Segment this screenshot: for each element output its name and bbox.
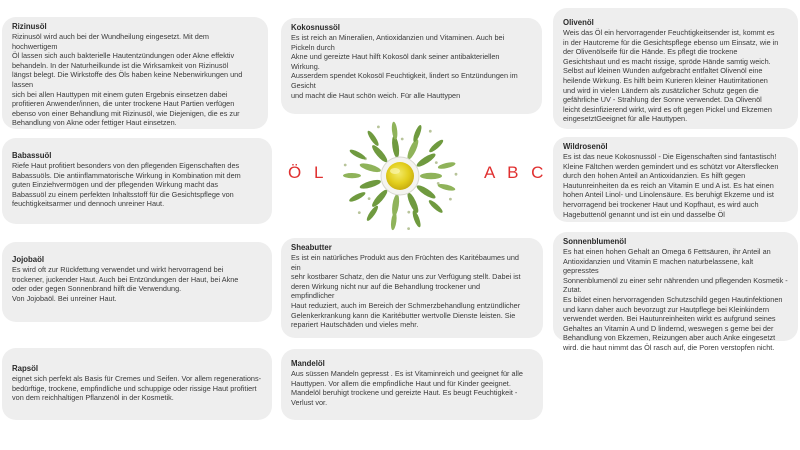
seed-dot <box>401 138 404 141</box>
card-text: Es wird oft zur Rückfettung verwendet und wirkt hervorragend bei trockener, juckender Haut. Auch bei Entzündungen der Haut, bei Akne oder oder gegen Sonnenbrand hilft die Verwendung. Von Jojobaöl. Bei unreiner Haut. <box>12 265 239 303</box>
olive-leaf <box>437 183 456 192</box>
olive-leaf <box>359 162 382 174</box>
seed-dot <box>455 173 458 176</box>
seed-dot <box>358 211 361 214</box>
card-wildrosenoel <box>553 137 798 222</box>
olive-leaf <box>428 138 445 154</box>
card-rizinusoel <box>2 17 268 129</box>
seed-dot <box>449 198 452 201</box>
olive-leaf <box>390 212 397 231</box>
card-title: Wildrosenöl <box>563 142 608 151</box>
olive-leaf <box>370 143 389 164</box>
card-title: Sonnenblumenöl <box>563 237 627 246</box>
card-text: Riefe Haut profitiert besonders von den pflegenden Eigenschaften des Babassuöls. Die antiinflammatorische Wirkung in Kombination mit dem guten Einziehvermögen und der pflegenden Wirkung macht das Babassuöl zu einem perfekten Inhaltsstoff für die Gesichtspflege von feuchtigkeitsarmer und dennoch unreiner Haut. <box>12 161 241 209</box>
olive-leaf <box>405 138 420 161</box>
seed-dot <box>429 130 432 133</box>
seed-dot <box>407 211 410 214</box>
seed-dot <box>407 227 410 230</box>
card-title: Rapsöl <box>12 364 38 373</box>
card-mandeloel <box>281 349 543 420</box>
card-text: Weis das Öl ein hervorragender Feuchtigkeitsender ist, kommt es in der Hautcreme für die Gesichtspflege ebenso um Einsatz, wie in der Olivenölseife für die Hände. Es pflegt die trockene Gesichtshaut und es macht rissige, spröde Hände samtig weich. Selbst auf kleinen Wunden aufgebracht entfaltet Olivenöl eine heilende Wirkung. Es hilft beim Kurieren kleiner Hautirritationen und wird in vielen Ländern als zusätzlicher Schutz gegen die gefährliche UV - Strahlung der Sonne verwendet. Da Olivenöl leicht desinfizierend wirkt, wird es oft gegen Pickel und Ekzemen eingesetztGeeignet für alle Hauttypen. <box>563 28 779 124</box>
olive-leaf <box>415 183 437 200</box>
card-sonnenblumenoel <box>553 232 798 352</box>
olive-leaf <box>405 191 420 214</box>
card-title: Rizinusöl <box>12 22 47 31</box>
card-text: Es ist ein natürliches Produkt aus den Früchten des Karitébaumes und ein sehr kostbarer Schatz, den die Natur uns zur Verfügung stellt. Dabei ist deren Wirkung nicht nur auf die Behandlung trockener und empfindlicher Haut reduziert, auch im Bereich der Schmerzbehandlung entzündlicher Gelenkerkrankung kann die Karitébutter wertvolle Dienste leisten. Sie repariert Hautschäden und vieles mehr. <box>291 253 521 330</box>
card-text: Es ist das neue Kokosnussöl - Die Eigenschaften sind fantastisch! Kleine Fältchen werden gemindert und es schützt vor Altersflecken durch den hohen Anteil an Antioxidanzien. Es hilft gegen Hautunreinheiten da es reich an Vitamin E und A ist. Es hat einen hohen Anteil Linol- und Linolensäure. Es beruhigt Ekzeme und ist hervorragend bei trockener Haut und Kopfhaut, es wird auch Hagebuttenöl genannt und ist ein und dasselbe Öl <box>563 152 779 219</box>
abc-label: A B C <box>484 163 548 182</box>
olive-leaf <box>427 199 444 215</box>
card-title: Sheabutter <box>291 243 332 252</box>
seed-dot <box>435 161 438 164</box>
olive-leaf <box>370 188 389 209</box>
olive-leaf <box>391 121 398 139</box>
olive-leaf <box>437 161 456 170</box>
olive-leaf <box>349 148 367 161</box>
card-title: Babassuöl <box>12 151 52 160</box>
card-title: Mandelöl <box>291 359 325 368</box>
card-title: Olivenöl <box>563 18 594 27</box>
olive-leaf <box>365 204 380 222</box>
card-text: Es ist reich an Mineralien, Antioxidanzien und Vitaminen. Auch bei Pickeln durch Akne und gereizte Haut hilft Kokosöl dank seiner antibakteriellen Wirkung. Ausserdem spendet Kokosöl Feuchtigkeit, lindert so Entzündungen im Gesicht und macht die Haut schön weich. Für alle Hauttypen <box>291 33 518 100</box>
olive-leaf <box>348 190 366 203</box>
card-kokosnussoel <box>281 18 542 114</box>
card-babassuoel <box>2 138 272 224</box>
card-title: Jojobaöl <box>12 255 45 264</box>
seed-dot <box>344 164 347 167</box>
card-text: Aus süssen Mandeln gepresst . Es ist Vitaminreich und geeignet für alle Hauttypen. Vor allem die empfindliche Haut und für Kinder geeignet. Mandelöl beruhigt trockene und gereizte Haut. Es beugt Feuchtigkeit - Verlust vor. <box>291 369 523 407</box>
seed-dot <box>368 197 371 200</box>
oel-label: Ö L <box>288 163 328 182</box>
olive-oil-bowl-photo <box>333 117 468 235</box>
olive-leaf <box>420 173 442 179</box>
card-text: Es hat einen hohen Gehalt an Omega 6 Fettsäuren, ihr Anteil an Antioxidanzien und Vitamin E machen naturbelassene, kalt gepresstes Sonnenblumenöl zu einer sehr nährenden und pflegenden Kosmetik - Zutat. Es bildet einen hervorragenden Schutzschild gegen Hautinfektionen und kann daher auch bevorzugt zur Hautpflege bei Kleinkindern verwendet werden. Bei Hautunreinheiten wirkt es aufgrund seines Gehaltes an Vitamin A und D lindernd, weswegen s gerne bei der Behandlung von Ekzemen, Reizungen aber auch Anke eingesetzt wird. die haut nimmt das Öl rasch auf, die Poren verstopfen nicht. <box>563 247 788 352</box>
olive-leaf <box>343 173 361 178</box>
card-rapsoel <box>2 348 272 420</box>
olive-leaves-illustration <box>333 117 468 235</box>
olive-leaf <box>359 178 382 190</box>
card-title: Kokosnussöl <box>291 23 340 32</box>
card-sheabutter <box>281 238 543 338</box>
card-olivenoel <box>553 8 798 129</box>
card-jojobaoel <box>2 242 272 322</box>
olive-leaf <box>366 129 380 147</box>
seed-dot <box>377 126 380 129</box>
card-text: eignet sich perfekt als Basis für Cremes und Seifen. Vor allem regenerations- bedürftige, trockene, empfindliche und schuppige oder rissige Haut profitiert von dem reichhaltigen Pflanzenöl in der Kosmetik. <box>12 374 262 403</box>
olive-leaf <box>415 151 437 168</box>
card-text: Rizinusöl wird auch bei der Wundheilung eingesetzt. Mit dem hochwertigem Öl lassen sich auch bakterielle Hautentzündungen oder Akne effektiv behandeln. In der Naturheilkunde ist die Wirksamkeit von Rizinusöl längst belegt. Die Wirkstoffe des Öls haben keine Nebenwirkungen und lassen sich bei allen Hauttypen mit einem guten Ergebnis einsetzen dabei profitieren Anwender/innen, die unter trockene Haut Partien verfügen ebenso von einer Behandlung mit Rizinusöl, wie Diejenigen, die es zur Behandlung von Akne oder fettiger Haut einsetzen. <box>12 32 243 128</box>
